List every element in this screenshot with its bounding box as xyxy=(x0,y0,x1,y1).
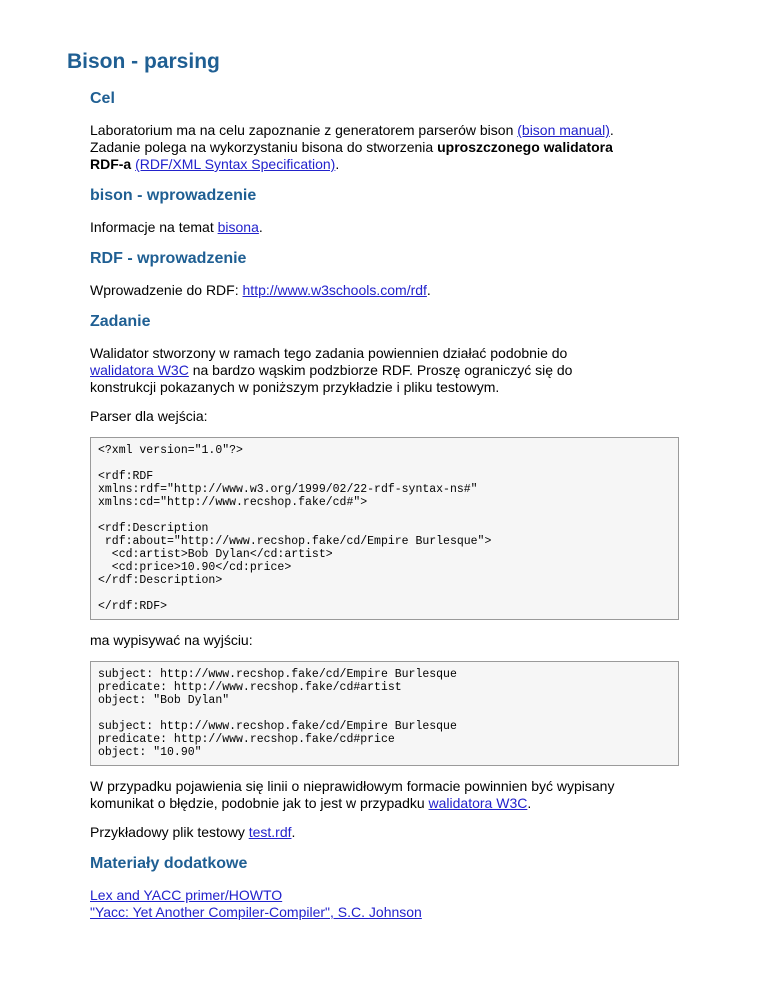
error-text-2: komunikat o błędzie, podobnie jak to jest w przypadku xyxy=(90,795,429,811)
bison-text: Informacje na temat xyxy=(90,219,218,235)
section-heading-bison: bison - wprowadzenie xyxy=(90,187,257,204)
additional-materials-list xyxy=(90,887,680,921)
w3c-validator-link-2[interactable]: walidatora W3C xyxy=(428,795,528,811)
bison-text-end: . xyxy=(258,219,263,235)
bison-manual-link[interactable]: (bison manual) xyxy=(517,122,610,138)
zadanie-text-2: na bardzo wąskim podzbiorze RDF. Proszę ograniczyć się do xyxy=(188,362,573,378)
bisona-link[interactable]: bisona xyxy=(217,219,259,235)
error-paragraph xyxy=(90,778,680,812)
test-file-text: Przykładowy plik testowy xyxy=(90,824,249,840)
test-file-text-end: . xyxy=(291,824,296,840)
error-text-2-end: . xyxy=(527,795,532,811)
yacc-johnson-link[interactable]: "Yacc: Yet Another Compiler-Compiler", S.C. Johnson xyxy=(90,904,422,920)
section-heading-zadanie: Zadanie xyxy=(90,313,151,330)
cel-text-3-end: . xyxy=(335,156,340,172)
rdf-paragraph xyxy=(90,282,680,299)
output-code-block: subject: http://www.recshop.fake/cd/Empire Burlesque predicate: http://www.recshop.fake/cd#artist object: "Bob Dylan" subject: http://www.recshop.fake/cd/Empire Burlesque predicate: http://www.recshop.fake/cd#price object: "10.90" xyxy=(90,661,679,766)
document-content xyxy=(90,84,680,921)
lex-yacc-primer-link[interactable]: Lex and YACC primer/HOWTO xyxy=(90,887,283,903)
section-heading-cel: Cel xyxy=(90,90,115,107)
cel-bold-rdf: RDF-a xyxy=(90,156,132,172)
rdf-xml-spec-link[interactable]: (RDF/XML Syntax Specification) xyxy=(135,156,336,172)
section-heading-rdf: RDF - wprowadzenie xyxy=(90,250,247,267)
error-text-1: W przypadku pojawienia się linii o nieprawidłowym formacie powinnien być wypisany xyxy=(90,778,615,794)
input-code-block: <?xml version="1.0"?> <rdf:RDF xmlns:rdf="http://www.w3.org/1999/02/22-rdf-syntax-ns#" xmlns:cd="http://www.recshop.fake/cd#"> <rdf:Description rdf:about="http://www.recshop.fake/cd/Empire Burlesque"> <cd:artist>Bob Dylan</cd:artist> <cd:price>10.90</cd:price> </rdf:Description> </rdf:RDF> xyxy=(90,437,679,620)
test-file-paragraph xyxy=(90,824,680,841)
bison-paragraph xyxy=(90,219,680,236)
cel-text-2: Zadanie polega na wykorzystaniu bisona do stworzenia xyxy=(90,139,438,155)
page-title: Bison - parsing xyxy=(67,50,220,73)
section-heading-materialy: Materiały dodatkowe xyxy=(90,855,248,872)
input-label: Parser dla wejścia: xyxy=(90,408,208,424)
zadanie-paragraph xyxy=(90,345,680,396)
rdf-text: Wprowadzenie do RDF: xyxy=(90,282,243,298)
cel-bold-validator: uproszczonego walidatora xyxy=(437,139,613,155)
zadanie-text-3: konstrukcji pokazanych w poniższym przykładzie i pliku testowym. xyxy=(90,379,500,395)
output-label: ma wypisywać na wyjściu: xyxy=(90,632,253,648)
test-rdf-link[interactable]: test.rdf xyxy=(248,824,292,840)
w3c-validator-link[interactable]: walidatora W3C xyxy=(90,362,189,378)
cel-paragraph xyxy=(90,122,680,173)
w3schools-rdf-link[interactable]: http://www.w3schools.com/rdf xyxy=(242,282,427,298)
cel-text-1: Laboratorium ma na celu zapoznanie z generatorem parserów bison xyxy=(90,122,518,138)
rdf-text-end: . xyxy=(426,282,431,298)
cel-text-1-end: . xyxy=(609,122,614,138)
zadanie-text-1: Walidator stworzony w ramach tego zadania powiennien działać podobnie do xyxy=(90,345,568,361)
